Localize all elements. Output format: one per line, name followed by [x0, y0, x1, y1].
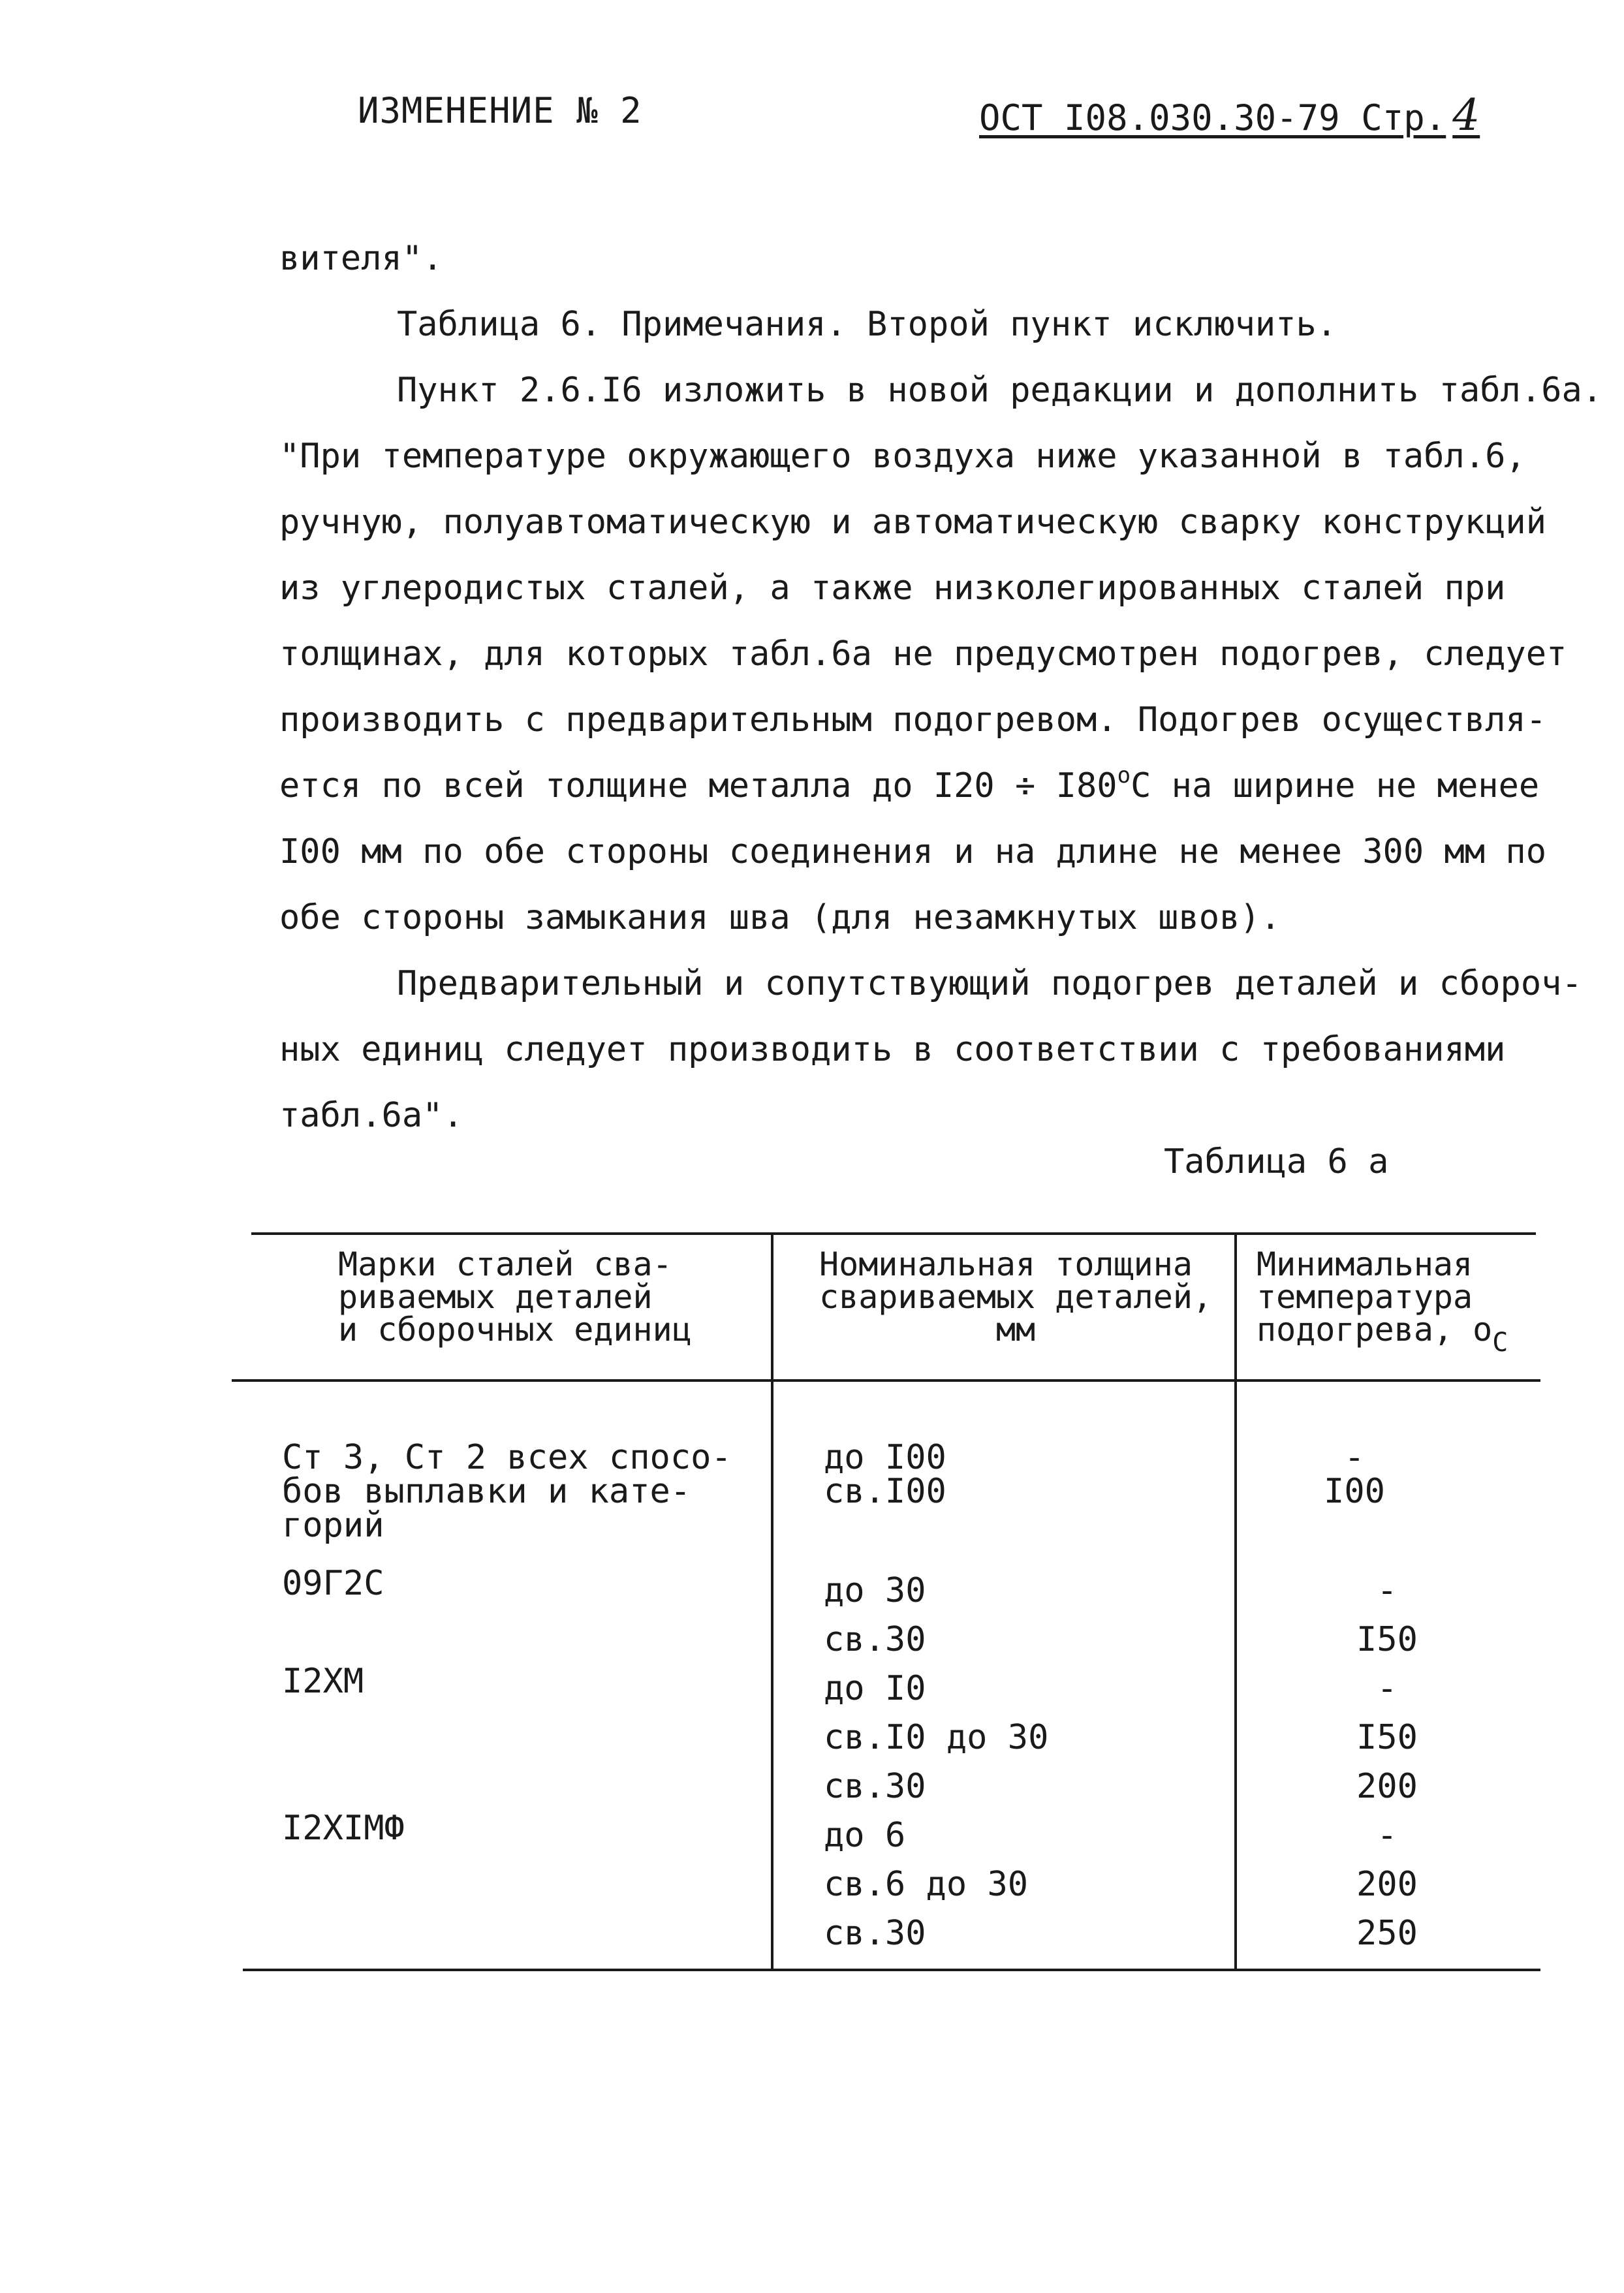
- header-line: Номинальная толщина: [819, 1245, 1193, 1283]
- table-row-thickness: [824, 1567, 926, 1664]
- header-separator-rule: [232, 1379, 1540, 1382]
- text-line: вителя".: [279, 239, 443, 278]
- body-text: [279, 226, 1603, 1149]
- text-line: ных единиц следует производить в соответствии с требованиями: [279, 1030, 1506, 1069]
- cell-line: до 30: [824, 1571, 926, 1610]
- table-row-steel: [282, 1662, 364, 1701]
- cell-line: Ст 3, Ст 2 всех спосо-: [282, 1438, 732, 1477]
- cell-line: I2ХМ: [282, 1662, 364, 1701]
- cell-line: горий: [282, 1506, 384, 1545]
- cell-line: св.I0 до 30: [824, 1718, 1049, 1757]
- cell-line: -: [1344, 1438, 1365, 1477]
- table-bottom-rule: [243, 1969, 1540, 1971]
- cell-line: св.30: [824, 1620, 926, 1659]
- text-line: табл.6а".: [279, 1096, 463, 1135]
- cell-line: 09Г2С: [282, 1564, 384, 1603]
- table-top-rule: [251, 1232, 1536, 1235]
- column-divider: [1234, 1234, 1237, 1970]
- table-caption: Таблица 6 а: [1164, 1142, 1389, 1181]
- header-line: температура: [1257, 1278, 1473, 1316]
- cell-line: I00: [1324, 1472, 1385, 1511]
- text-line-part: ется по всей толщине металла до I20 ÷ I80: [279, 766, 1117, 805]
- header-line: и сборочных единиц: [338, 1311, 692, 1349]
- header-line: Минимальная: [1257, 1245, 1473, 1283]
- cell-line: I50: [1356, 1718, 1418, 1757]
- cell-line: до I0: [824, 1669, 926, 1708]
- cell-line: I50: [1356, 1620, 1418, 1659]
- text-line: ручную, полуавтоматическую и автоматическую сварку конструкций: [279, 503, 1547, 542]
- cell-line: -: [1377, 1816, 1398, 1855]
- text-line-part: С на ширине не менее: [1131, 766, 1540, 805]
- cell-line: св.30: [824, 1767, 926, 1806]
- change-number-header: ИЗМЕНЕНИЕ № 2: [358, 90, 642, 131]
- header-text: подогрева, о: [1257, 1311, 1493, 1349]
- table-row-steel: [282, 1564, 384, 1603]
- column-header-steel-grade: [338, 1245, 692, 1349]
- text-line: из углеродистых сталей, а также низколегированных сталей при: [279, 569, 1506, 608]
- text-line: Пункт 2.6.I6 изложить в новой редакции и дополнить табл.6а.: [397, 371, 1603, 410]
- text-line: Предварительный и сопутствующий подогрев деталей и сбороч-: [397, 964, 1582, 1003]
- text-line: обе стороны замыкания шва (для незамкнутых швов).: [279, 898, 1281, 937]
- column-divider: [771, 1234, 773, 1970]
- header-line: свариваемых деталей,: [819, 1278, 1213, 1316]
- cell-line: св.I00: [824, 1472, 946, 1511]
- table-row-temperature: [1289, 1438, 1420, 1511]
- column-header-thickness: [819, 1245, 1213, 1349]
- table-row-steel: [282, 1809, 405, 1848]
- degree-superscript: о: [1117, 762, 1131, 788]
- table-row-temperature: [1322, 1664, 1452, 1811]
- cell-line: -: [1377, 1571, 1398, 1610]
- column-header-min-temperature: [1257, 1245, 1508, 1358]
- cell-line: св.6 до 30: [824, 1865, 1029, 1904]
- cell-line: бов выплавки и кате-: [282, 1472, 691, 1511]
- text-line: [279, 753, 1585, 819]
- text-line: производить с предварительным подогревом. Подогрев осуществля-: [279, 700, 1547, 740]
- table-row-steel: [282, 1438, 732, 1545]
- cell-line: 250: [1356, 1914, 1418, 1953]
- cell-line: св.30: [824, 1914, 926, 1953]
- cell-line: до 6: [824, 1816, 906, 1855]
- header-line: Марки сталей сва-: [338, 1245, 672, 1283]
- text-line: Таблица 6. Примечания. Второй пункт исключить.: [397, 305, 1337, 344]
- header-line: [1257, 1311, 1508, 1358]
- cell-line: 200: [1356, 1767, 1418, 1806]
- header-line: мм: [995, 1311, 1036, 1349]
- table-row-temperature: [1322, 1567, 1452, 1664]
- table-row-thickness: [824, 1811, 1028, 1958]
- table-row-thickness: [824, 1664, 1048, 1811]
- text-line: толщинах, для которых табл.6а не предусмотрен подогрев, следует: [279, 634, 1567, 674]
- page-number: 4: [1452, 90, 1480, 140]
- cell-line: I2ХIМФ: [282, 1809, 405, 1848]
- cell-line: 200: [1356, 1865, 1418, 1904]
- standard-code: ОСТ I08.030.30-79 Стр.: [979, 97, 1446, 138]
- text-line: "При температуре окружающего воздуха ниже указанной в табл.6,: [279, 437, 1526, 476]
- standard-designation-header: [979, 90, 1480, 140]
- table-row-thickness: [824, 1438, 946, 1511]
- cell-line: до I00: [824, 1438, 946, 1477]
- table-row-temperature: [1322, 1811, 1452, 1958]
- header-line: риваемых деталей: [338, 1278, 653, 1316]
- unit-subscript: С: [1492, 1328, 1508, 1358]
- cell-line: -: [1377, 1669, 1398, 1708]
- text-line: I00 мм по обе стороны соединения и на длине не менее 300 мм по: [279, 832, 1547, 871]
